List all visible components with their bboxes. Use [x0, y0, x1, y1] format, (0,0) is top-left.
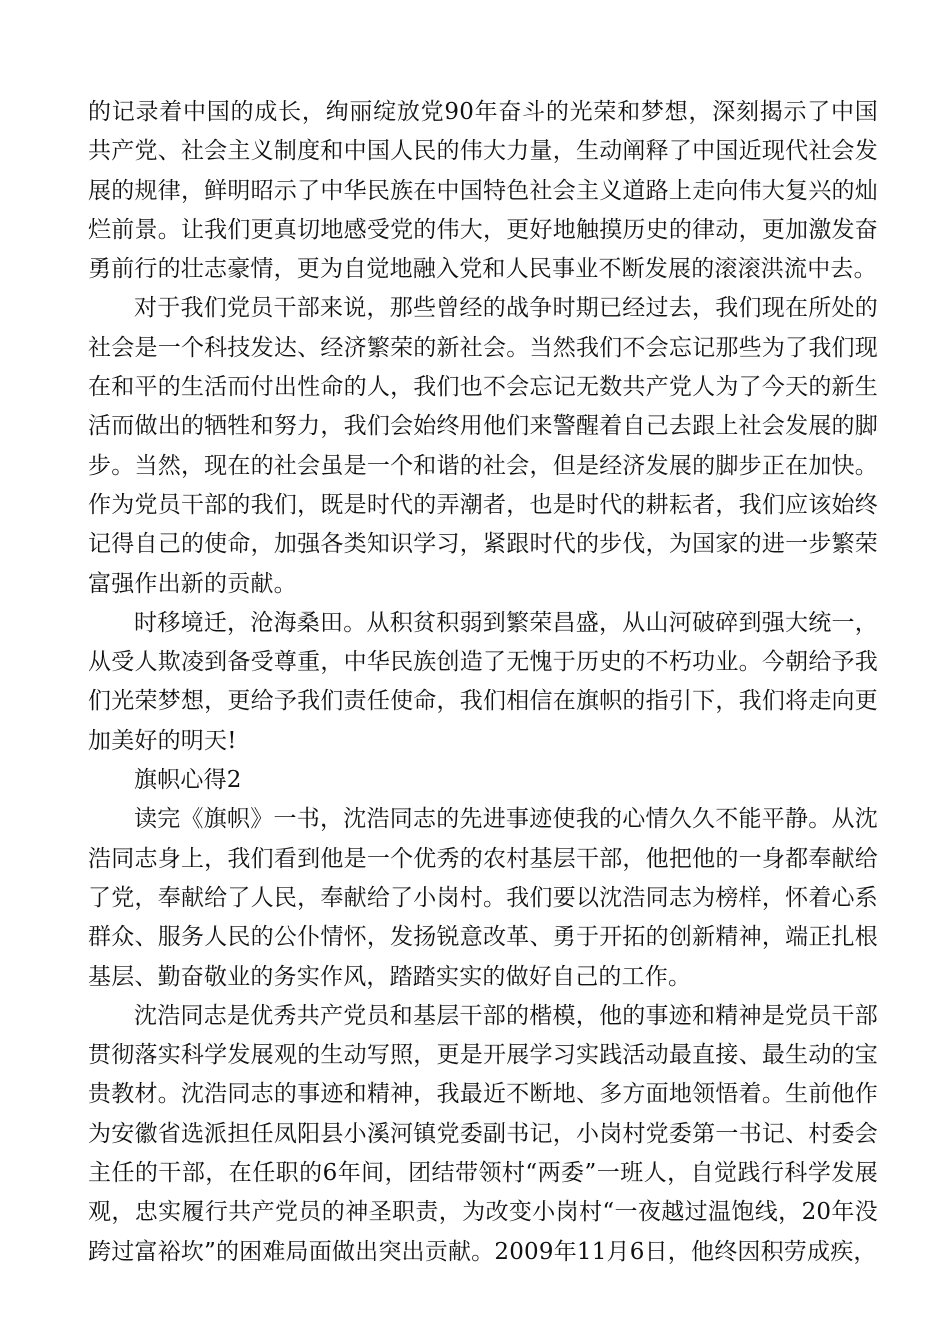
paragraph-shen-hao: 沈浩同志是优秀共产党员和基层干部的楷模，他的事迹和精神是党员干部贯彻落实科学发展观的生动写照，更是开展学习实践活动最直接、最生动的宝贵教材。沈浩同志的事迹和精神，我最近不断地、多方面地领悟着。生前他作为安徽省选派担任凤阳县小溪河镇党委副书记，小岗村党委第一书记、村委会主任的干部，在任职的6年间，团结带领村“两委”一班人，自觉践行科学发展观，忠实履行共产党员的神圣职责，为改变小岗村“一夜越过温饱线，20年没跨过富裕坎”的困难局面做出突出贡献。2009年11月6日，他终因积劳成疾，	[88, 1002, 878, 1265]
paragraph-continuation: 的记录着中国的成长，绚丽绽放党90年奋斗的光荣和梦想，深刻揭示了中国共产党、社会主义制度和中国人民的伟大力量，生动阐释了中国近现代社会发展的规律，鲜明昭示了中华民族在中国特色社会主义道路上走向伟大复兴的灿烂前景。让我们更真切地感受党的伟大，更好地触摸历史的律动，更加激发奋勇前行的壮志豪情，更为自觉地融入党和人民事业不断发展的滚滚洪流中去。	[88, 99, 878, 283]
document-body	[88, 93, 878, 1272]
paragraph-reading-flag: 读完《旗帜》一书，沈浩同志的先进事迹使我的心情久久不能平静。从沈浩同志身上，我们看到他是一个优秀的农村基层干部，他把他的一身都奉献给了党，奉献给了人民，奉献给了小岗村。我们要以沈浩同志为榜样，怀着心系群众、服务人民的公仆情怀，发扬锐意改革、勇于开拓的创新精神，端正扎根基层、勤奋敬业的务实作风，踏踏实实的做好自己的工作。	[88, 806, 878, 990]
section-heading-2: 旗帜心得2	[134, 767, 242, 794]
paragraph-party-cadres: 对于我们党员干部来说，那些曾经的战争时期已经过去，我们现在所处的社会是一个科技发达、经济繁荣的新社会。当然我们不会忘记那些为了我们现在和平的生活而付出性命的人，我们也不会忘记无数共产党人为了今天的新生活而做出的牺牲和努力，我们会始终用他们来警醒着自己去跟上社会发展的脚步。当然，现在的社会虽是一个和谐的社会，但是经济发展的脚步正在加快。作为党员干部的我们，既是时代的弄潮者，也是时代的耕耘者，我们应该始终记得自己的使命，加强各类知识学习，紧跟时代的步伐，为国家的进一步繁荣富强作出新的贡献。	[88, 295, 878, 597]
paragraph-times-change: 时移境迁，沧海桑田。从积贫积弱到繁荣昌盛，从山河破碎到强大统一，从受人欺凌到备受尊重，中华民族创造了无愧于历史的不朽功业。今朝给予我们光荣梦想，更给予我们责任使命，我们相信在旗帜的指引下，我们将走向更加美好的明天!	[88, 609, 878, 754]
